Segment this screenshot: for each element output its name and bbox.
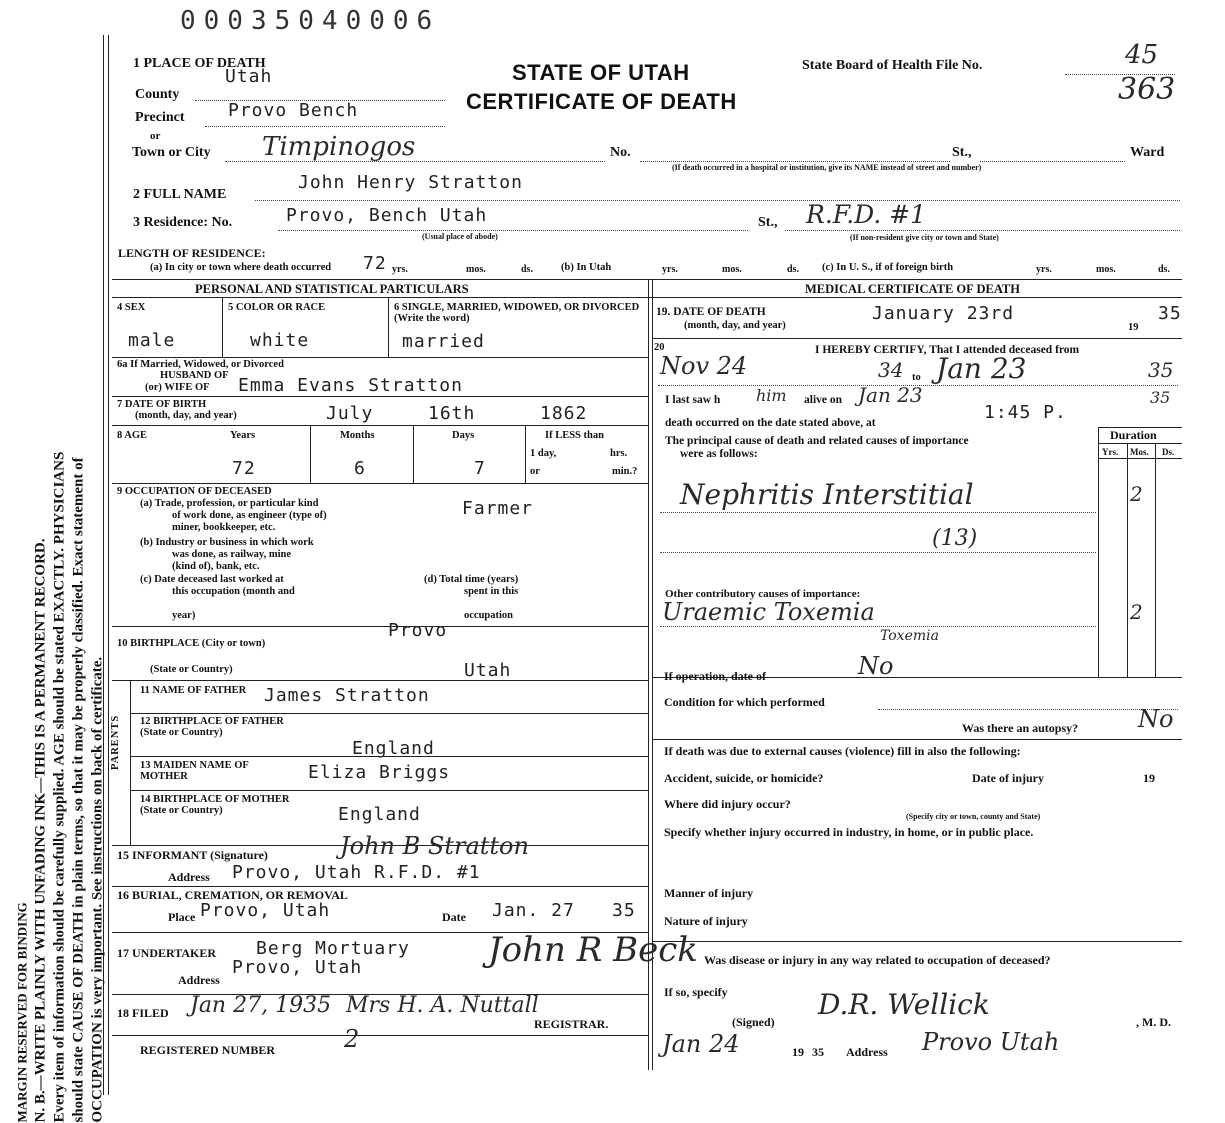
- to-label: to: [912, 372, 921, 383]
- nature-label: Nature of injury: [664, 914, 748, 928]
- undertaker-address-label: Address: [178, 973, 220, 987]
- occupation-d2: spent in this: [464, 586, 519, 597]
- residence-st-label: St.,: [758, 215, 778, 230]
- marital-label: 6 SINGLE, MARRIED, WIDOWED, OR DIVORCED (Write the word): [394, 302, 640, 324]
- row15-rule: [112, 886, 648, 887]
- length-b-label: (b) In Utah: [561, 262, 612, 273]
- spouse-label-2: HUSBAND OF: [160, 370, 229, 381]
- age-years-value: 72: [232, 458, 256, 479]
- no-label: No.: [610, 145, 631, 160]
- md-label: , M. D.: [1136, 1015, 1171, 1029]
- physician-address-label: Address: [846, 1045, 888, 1059]
- father-value: James Stratton: [264, 685, 430, 706]
- last-seen-year: 35: [1150, 388, 1171, 407]
- dod-sub: (month, day, and year): [684, 320, 786, 331]
- instruction-line-1: Every item of information should be carefully supplied. AGE should be stated EXACTLY. PHYSICIANS: [51, 451, 68, 1123]
- attend-to-year: 35: [1148, 358, 1174, 382]
- or-label: or: [150, 130, 161, 142]
- yrs-column: Yrs.: [1102, 447, 1119, 457]
- occupation-b1: (b) Industry or business in which work: [140, 537, 314, 548]
- related-label: Was disease or injury in any way related to occupation of deceased?: [704, 953, 1051, 967]
- burial-year: 35: [612, 900, 636, 921]
- age-days-value: 7: [474, 458, 486, 479]
- length-ds-a: ds.: [521, 264, 533, 275]
- condition-label: Condition for which performed: [664, 695, 825, 709]
- accident-label: Accident, suicide, or homicide?: [664, 771, 824, 785]
- duration-head-rule: [1098, 458, 1182, 459]
- last-seen-him: him: [756, 386, 787, 405]
- operation-value: No: [858, 652, 894, 680]
- length-a-label: (a) In city or town where death occurred: [150, 262, 332, 273]
- months-label: Months: [340, 430, 375, 441]
- color-label: 5 COLOR OR RACE: [228, 302, 326, 313]
- undertaker-value: Berg Mortuary: [256, 938, 410, 959]
- full-name-label: 2 FULL NAME: [133, 187, 227, 202]
- years-label: Years: [230, 430, 256, 441]
- medical-heading: MEDICAL CERTIFICATE OF DEATH: [805, 282, 1020, 296]
- or-min-label: or: [530, 466, 540, 477]
- if-so-label: If so, specify: [664, 985, 728, 999]
- signature-date: Jan 24: [662, 1030, 740, 1058]
- length-a-value: 72: [363, 253, 387, 274]
- occupation-a2: of work done, as engineer (type of): [172, 510, 327, 521]
- occupation-d1: (d) Total time (years): [424, 574, 519, 585]
- min-label: min.?: [612, 466, 638, 477]
- contributory-duration: 2: [1130, 600, 1143, 624]
- father-birthplace-label: 12 BIRTHPLACE OF FATHER (State or Country): [140, 716, 284, 738]
- alive-on-label: alive on: [804, 394, 843, 406]
- days-divider: [525, 426, 526, 483]
- informant-address-label: Address: [168, 870, 210, 884]
- write-plainly-note: N. B.—WRITE PLAINLY WITH UNFADING INK—THIS IS A PERMANENT RECORD.: [32, 538, 49, 1123]
- residence-st-line: [785, 230, 1180, 231]
- instruction-line-3: OCCUPATION is very important. See instructions on back of certificate.: [89, 656, 106, 1123]
- county-value: Provo Bench: [228, 100, 359, 121]
- burial-date-label: Date: [442, 910, 466, 924]
- mother-birthplace: England: [338, 804, 421, 825]
- certify-text: I HEREBY CERTIFY, That I attended deceased from: [815, 344, 1080, 356]
- where-note: (Specify city or town, county and State): [906, 812, 1041, 821]
- sex-value: male: [128, 330, 176, 351]
- instruction-line-2: should state CAUSE OF DEATH in plain terms, so that it may be properly classified. Exact statement of: [70, 457, 87, 1123]
- row12-rule: [130, 756, 648, 757]
- principal-cause-label-2: were as follows:: [680, 448, 758, 460]
- side-instructions: [13, 63, 108, 1123]
- occupation-c1: (c) Date deceased last worked at: [140, 574, 284, 585]
- row7-rule: [112, 425, 648, 426]
- row6-rule: [112, 357, 648, 358]
- sex-label: 4 SEX: [117, 302, 146, 313]
- occupation-d3: occupation: [464, 610, 514, 621]
- full-name-value: John Henry Stratton: [298, 172, 523, 193]
- nonresident-note: (If non-resident give city or town and State): [850, 233, 999, 242]
- burial-label: 16 BURIAL, CREMATION, OR REMOVAL: [117, 888, 348, 902]
- county-label: County: [135, 87, 180, 102]
- nature-rule: [652, 941, 1182, 942]
- operation-label: If operation, date of: [664, 669, 766, 683]
- marital-value: married: [402, 331, 485, 352]
- registrar-label: REGISTRAR.: [534, 1017, 609, 1031]
- age-months-value: 6: [354, 458, 366, 479]
- last-seen-date: Jan 23: [858, 383, 923, 407]
- years-divider: [310, 426, 311, 483]
- filed-value: Jan 27, 1935: [190, 993, 332, 1018]
- occupation-a3: miner, bookkeeper, etc.: [172, 522, 276, 533]
- where-label: Where did injury occur?: [664, 797, 791, 811]
- row9-rule: [112, 626, 648, 627]
- file-no-label: State Board of Health File No.: [802, 58, 983, 73]
- dob-label: 7 DATE OF BIRTH: [117, 399, 207, 410]
- parents-divider: [130, 680, 131, 845]
- mother-birthplace-label: 14 BIRTHPLACE OF MOTHER (State or Country): [140, 794, 290, 816]
- undertaker-label: 17 UNDERTAKER: [117, 946, 217, 960]
- dob-day: 16th: [428, 403, 476, 424]
- ds-column: Ds.: [1162, 447, 1175, 457]
- spouse-label-3: (or) WIFE OF: [145, 382, 210, 393]
- manner-label: Manner of injury: [664, 886, 754, 900]
- row19-rule: [652, 338, 1182, 339]
- length-yrs-a: yrs.: [392, 264, 408, 275]
- cause-1-line: [660, 512, 1096, 513]
- mos-column: Mos.: [1130, 447, 1149, 457]
- length-ds-b: ds.: [787, 264, 799, 275]
- margin-note: MARGIN RESERVED FOR BINDING: [14, 902, 30, 1123]
- mother-value: Eliza Briggs: [308, 762, 451, 783]
- length-ds-c: ds.: [1158, 264, 1170, 275]
- autopsy-rule: [652, 739, 1182, 740]
- mother-label: 13 MAIDEN NAME OF MOTHER: [140, 760, 249, 782]
- usual-abode-note: (Usual place of abode): [422, 232, 498, 241]
- burial-date: Jan. 27: [492, 900, 575, 921]
- st-label: St.,: [952, 145, 972, 160]
- occupation-b2: was done, as railway, mine: [172, 549, 292, 560]
- contributory-sub: Toxemia: [880, 628, 939, 644]
- parents-label: PARENTS: [110, 714, 121, 770]
- contributory-label: Other contributory causes of importance:: [665, 588, 861, 600]
- length-mos-a: mos.: [466, 264, 486, 275]
- left-border-inner: [103, 35, 104, 1095]
- ward-label: Ward: [1130, 145, 1165, 160]
- duration-left-rule: [1098, 427, 1099, 677]
- last-seen-label: I last saw h: [665, 394, 721, 406]
- spouse-label-1: 6a If Married, Widowed, or Divorced: [117, 359, 284, 370]
- undertaker-signature: John R Beck: [488, 930, 698, 970]
- days-label: Days: [452, 430, 475, 441]
- less-label: If LESS than: [545, 430, 604, 441]
- dod-value: January 23rd: [872, 303, 1015, 324]
- age-label: 8 AGE: [117, 430, 148, 441]
- dod-label: 19. DATE OF DEATH: [656, 306, 766, 318]
- residence-st-value: R.F.D. #1: [806, 200, 927, 229]
- duration-mid-rule: [1098, 443, 1182, 444]
- occupation-c3: year): [172, 610, 196, 621]
- item-20-label: 20: [654, 342, 665, 353]
- row6a-rule: [112, 396, 648, 397]
- birthplace-label: 10 BIRTHPLACE (City or town): [117, 638, 266, 649]
- spouse-value: Emma Evans Stratton: [238, 375, 463, 396]
- principal-cause-label: The principal cause of death and related causes of importance: [665, 435, 969, 447]
- external-causes-label: If death was due to external causes (violence) fill in also the following:: [664, 744, 1021, 758]
- precinct-label: Precinct: [135, 110, 185, 125]
- burial-place: Provo, Utah: [200, 900, 331, 921]
- residence-line: [278, 230, 748, 231]
- attend-from-year: 34: [878, 358, 904, 382]
- regnum-label: REGISTERED NUMBER: [140, 1043, 276, 1057]
- dob-month: July: [326, 403, 374, 424]
- less-day-label: 1 day,: [530, 448, 557, 459]
- length-mos-b: mos.: [722, 264, 742, 275]
- father-birthplace: England: [352, 738, 435, 759]
- left-border: [108, 35, 109, 1095]
- place-state: Utah: [225, 66, 273, 87]
- filed-label: 18 FILED: [117, 1006, 169, 1020]
- burial-place-label: Place: [168, 910, 196, 924]
- birthplace-state: Utah: [464, 660, 512, 681]
- contributory-cause-1: Uraemic Toxemia: [662, 598, 875, 626]
- length-yrs-b: yrs.: [662, 264, 678, 275]
- attend-to: Jan 23: [936, 352, 1027, 385]
- residence-value: Provo, Bench Utah: [286, 205, 488, 226]
- st-line: [980, 161, 1125, 162]
- injury-year-prefix: 19: [1143, 771, 1155, 785]
- color-divider: [388, 298, 389, 358]
- signature-year: 35: [812, 1045, 824, 1059]
- occupation-label: 9 OCCUPATION OF DECEASED: [117, 486, 272, 497]
- birthplace-city: Provo: [388, 620, 448, 641]
- birthplace-state-label: (State or Country): [150, 664, 233, 675]
- state-title: STATE OF UTAH: [512, 60, 690, 85]
- occupation-b3: (kind of), bank, etc.: [172, 561, 260, 572]
- personal-heading: PERSONAL AND STATISTICAL PARTICULARS: [195, 282, 469, 296]
- occupation-a1: (a) Trade, profession, or particular kind: [140, 498, 319, 509]
- row18-rule: [112, 1035, 648, 1036]
- cause-1: Nephritis Interstitial: [680, 478, 974, 511]
- signature-year-prefix: 19: [792, 1045, 804, 1059]
- row10-rule: [112, 680, 648, 681]
- regnum-value: 2: [344, 1025, 360, 1053]
- dob-sub: (month, day, and year): [135, 410, 237, 421]
- occupation-value: Farmer: [462, 498, 534, 519]
- occupation-c2: this occupation (month and: [172, 586, 295, 597]
- cause-1-note: (13): [932, 526, 978, 551]
- death-occurred-label: death occurred on the date stated above, at: [665, 417, 876, 429]
- serial-number: 00035040006: [180, 6, 441, 36]
- yrs-col-rule: [1127, 443, 1128, 677]
- row13-rule: [130, 790, 648, 791]
- color-value: white: [250, 330, 310, 351]
- section-header-rule: [112, 297, 1182, 298]
- physician-address: Provo Utah: [922, 1028, 1060, 1056]
- hrs-label: hrs.: [610, 448, 628, 459]
- row8-rule: [112, 483, 648, 484]
- duration-label: Duration: [1110, 428, 1157, 442]
- dob-year: 1862: [540, 403, 588, 424]
- mos-col-rule: [1155, 443, 1156, 677]
- row11-rule: [130, 713, 648, 714]
- specify-label: Specify whether injury occurred in industry, in home, or in public place.: [664, 825, 1034, 839]
- informant-address: Provo, Utah R.F.D. #1: [232, 862, 481, 883]
- town-value: Timpinogos: [262, 132, 416, 162]
- autopsy-label: Was there an autopsy?: [962, 721, 1079, 735]
- informant-label: 15 INFORMANT (Signature): [117, 848, 268, 862]
- dod-year-prefix: 19: [1128, 322, 1139, 333]
- informant-signature: John B Stratton: [340, 832, 529, 860]
- injury-date-label: Date of injury: [972, 771, 1044, 785]
- sex-divider: [222, 298, 223, 358]
- length-label: LENGTH OF RESIDENCE:: [118, 246, 266, 260]
- length-mos-c: mos.: [1096, 264, 1116, 275]
- residence-label: 3 Residence: No.: [133, 215, 233, 230]
- full-name-line: [255, 200, 1180, 201]
- cause-1-duration: 2: [1130, 482, 1143, 506]
- file-no-bottom: 363: [1118, 72, 1176, 107]
- registrar-signature: Mrs H. A. Nuttall: [346, 993, 539, 1018]
- length-yrs-c: yrs.: [1036, 264, 1052, 275]
- no-line: [640, 161, 950, 162]
- dod-year: 35: [1158, 303, 1182, 324]
- section-top-rule: [112, 279, 1182, 280]
- months-divider: [413, 426, 414, 483]
- autopsy-value: No: [1138, 705, 1174, 733]
- death-time: 1:45 P.: [984, 402, 1067, 423]
- cause-2-line: [660, 552, 1096, 553]
- signed-label: (Signed): [732, 1015, 775, 1029]
- file-no-top: 45: [1125, 40, 1159, 70]
- precinct-line: [205, 126, 445, 127]
- contrib-line: [660, 626, 1096, 627]
- place-of-death-label: 1 PLACE OF DEATH: [133, 56, 266, 71]
- hospital-note: (If death occurred in a hospital or institution, give its NAME instead of street and number): [672, 163, 982, 172]
- condition-line: [878, 709, 1178, 710]
- length-c-label: (c) In U. S., if of foreign birth: [822, 262, 954, 273]
- undertaker-address: Provo, Utah: [232, 957, 363, 978]
- physician-signature: D.R. Wellick: [818, 988, 990, 1021]
- town-label: Town or City: [132, 145, 211, 160]
- attend-from: Nov 24: [660, 352, 748, 380]
- certificate-title: CERTIFICATE OF DEATH: [466, 89, 737, 114]
- father-label: 11 NAME OF FATHER: [140, 685, 247, 696]
